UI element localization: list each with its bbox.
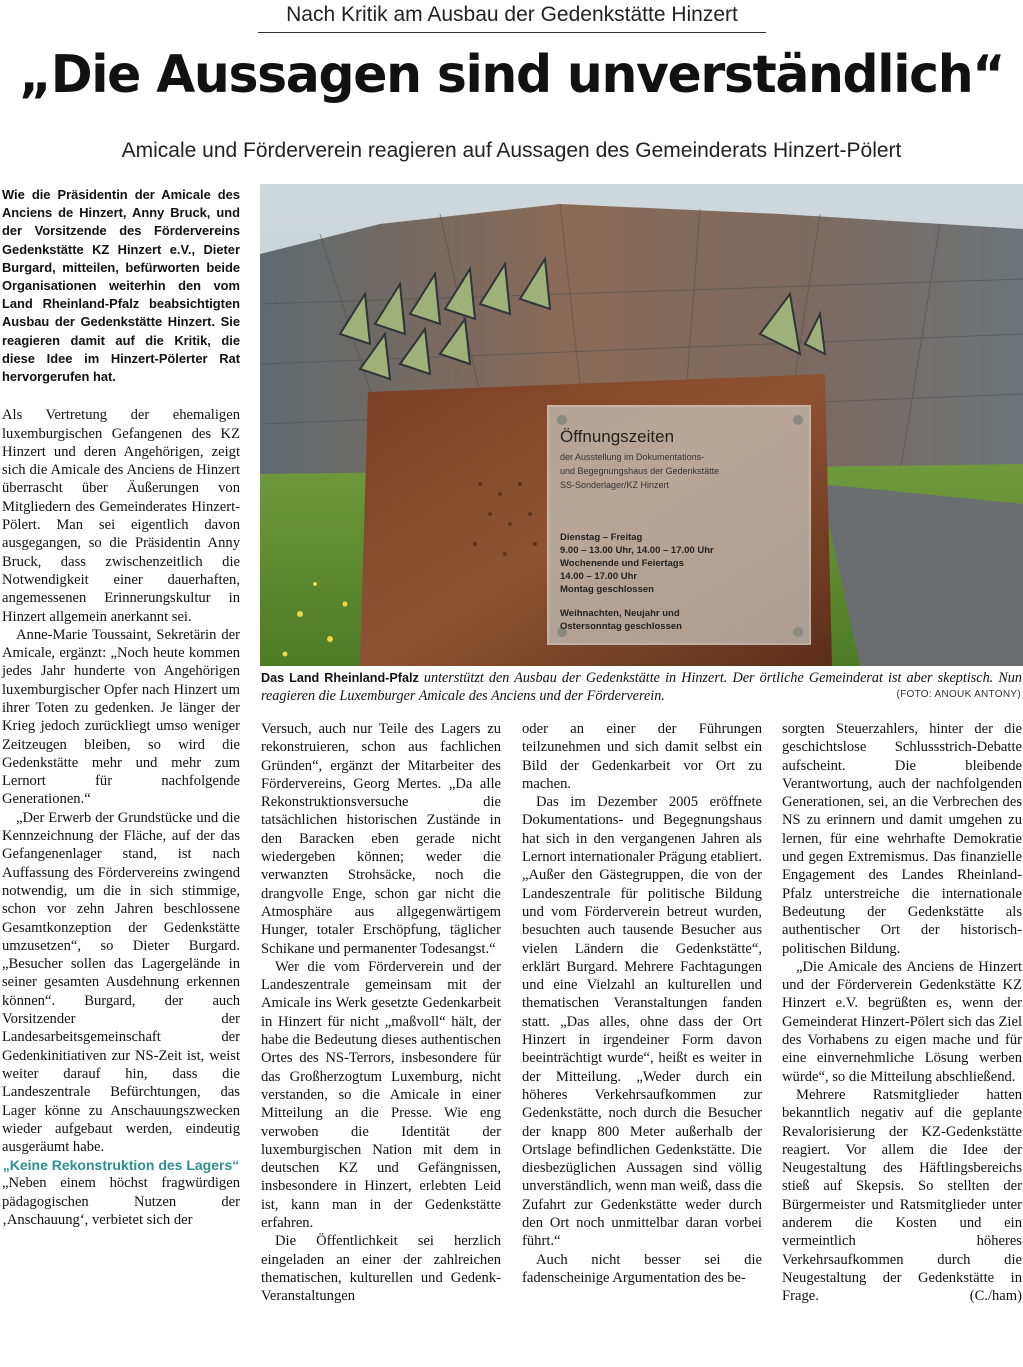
paragraph: oder an einer der Führungen teilzunehmen und sich damit selbst ein Bild der Gedenkarbeit vor Ort zu machen. <box>522 721 762 792</box>
paragraph-text: Mehrere Ratsmitglieder hatten bekanntlich negativ auf die geplante Revalorisierung der KZ-Gedenkstätte reagiert. Vor allem die Idee der Neugestaltung des Häftlingsbereichs stieß auf Skepsis. So stellten der Bürgermeister und Ratsmitglieder unter anderem die Kosten und ein vermeintlich höheres Verkehrsaufkommen durch die Neugestaltung der Gedenkstätte in Frage. <box>782 1086 1022 1305</box>
sign-hours-2: 9.00 – 13.00 Uhr, 14.00 – 17.00 Uhr <box>560 545 714 556</box>
caption-bold: Das Land Rheinland-Pfalz <box>261 671 419 685</box>
article-photo <box>260 184 1023 666</box>
column-3 <box>522 720 762 1287</box>
paragraph: Versuch, auch nur Teile des Lagers zu rekonstruieren, schon aus fachlichen Gründen“, ergänzt der Mitarbeiter des Fördervereins, Georg Mertes. „Da alle Rekonstruktionsversuche die tatsächlichen historischen Zustände in den Baracken eben gerade nicht wiedergeben können; weder die verwanzten Strohsäcke, noch die drangvolle Enge, schon gar nicht die Atmosphäre aus allgegenwärtigem Hunger, totaler Erschöpfung, täglicher Schikane und permanenter Todesangst.“ <box>261 721 501 957</box>
article-headline: „Die Aussagen sind unverständlich“ <box>18 45 1005 105</box>
sign-hours-4: 14.00 – 17.00 Uhr <box>560 571 638 582</box>
sign-hours-5: Montag geschlossen <box>560 584 654 595</box>
paragraph: Wer die vom Förderverein und der Landeszentrale gemeinsam mit der Amicale ins Werk gesetzte Gedenkarbeit in Hinzert für nicht „maßvoll“ hält, der habe die Bedeutung dieses authentischen Ortes des NS-Terrors, insbesondere für das Großherzogtum Luxemburg, nicht verstanden, so die Amicale in einer Mitteilung an die Presse. Wie eng verwoben die Identität der luxemburgischen Nation mit dem in deutschen KZ und Gefängnissen, insbesondere in Hinzert, erlebten Leid ist, kann man in der Gedenkstätte erfahren. <box>261 958 501 1232</box>
article-lead: Wie die Präsidentin der Amicale des Anciens de Hinzert, Anny Bruck, und der Vorsitzende des Fördervereins Gedenkstätte KZ Hinzert e.V., Dieter Burgard, mitteilen, befürworten beide Organisationen weiterhin den vom Land Rheinland-Pfalz beabsichtigten Ausbau der Gedenkstätte Hinzert. Sie reagieren damit auf die Kritik, die diese Idee im Hinzert-Pölerter Rat hervorgerufen hat. <box>2 187 240 385</box>
sign-intro-1: der Ausstellung im Dokumentations- <box>560 452 705 462</box>
paragraph: „Der Erwerb der Grundstücke und die Kennzeichnung der Fläche, auf der das Gefangenenlager stand, ist nach Auffassung des Fördervereins zwingend notwendig, um die in sich stimmige, schon vor zehn Jahren beschlossene Gesamtkonzeption der Gedenkstätte umzusetzen“, so Dieter Burgard. „Besucher sollen das Lagergelände in seiner gesamten Ausdehnung erkennen können“. Burgard, der auch Vorsitzender der Landesarbeitsgemeinschaft der Gedenkinitiativen zur NS-Zeit ist, weist weiter darauf hin, dass die Landeszentrale Befürchtungen, das Lager könne zu Anschauungszwecken wieder aufgebaut werden, eindeutig ausgeräumt habe. <box>2 809 240 1156</box>
inline-subheading: „Keine Rekonstruktion des Lagers“ <box>2 1157 240 1174</box>
column-2 <box>261 720 501 1306</box>
sign-hours-3: Wochenende und Feiertags <box>560 558 684 569</box>
sign-intro-2: und Begegnungshaus der Gedenkstätte <box>560 466 720 476</box>
paragraph: Das im Dezember 2005 eröffnete Dokumentations- und Begegnungshaus hat sich in den vergangenen Jahren als Lernort internationaler Prägung etabliert. „Außer den Gästegruppen, die von der Landeszentrale für politische Bildung und vom Förderverein betreut wurden, besuchten auch tausende Besucher aus vielen Ländern die Gedenkstätte“, erklärt Burgard. Mehrere Fachtagungen und eine Vielzahl an kulturellen und thematischen Veranstaltungen fanden statt. „Das alles, ohne dass der Ort Hinzert in irgendeiner Form davon beeinträchtigt wurde“, heißt es weiter in der Mitteilung. „Weder durch ein höheres Verkehrsaufkommen zur Gedenkstätte, noch durch die Besucher der knapp 800 Meter außerhalb der Ortslage befindlichen Gedenkstätte. Die diesbezüglichen Aussagen sind völlig unverständlich, wenn man weiß, dass die Zufahrt zur Gedenkstätte weder durch den Ort noch unmittelbar daran vorbei führt.“ <box>522 794 762 1250</box>
sign-hours-1: Dienstag – Freitag <box>560 532 643 543</box>
sign-title: Öffnungszeiten <box>560 427 675 446</box>
paragraph <box>782 1086 1022 1306</box>
article-subheadline: Amicale und Förderverein reagieren auf Aussagen des Gemeinderats Hinzert-Pölert <box>121 139 902 162</box>
paragraph: Als Vertretung der ehemaligen luxemburgischen Gefangenen des KZ Hinzert und deren Angehörigen, zeigt sich die Amicale des Anciens de Hinzert überrascht über Äußerungen von Mitgliedern des Gemeinderates Hinzert-Pölert. Man sei eigentlich davon ausgegangen, so die Präsidentin Anny Bruck, dass zwischenzeitlich die Notwendigkeit einer dauerhaften, angemessenen Erinnerungskultur in Hinzert allgemein anerkannt sei. <box>2 407 240 625</box>
caption-text: unterstützt den Ausbau der Gedenkstätte in Hinzert. Der örtliche Gemeinderat ist aber skeptisch. Nun reagieren die Luxemburger Amicale des Anciens und der Förderverein. <box>261 670 1022 704</box>
photo-credit: (FOTO: ANOUK ANTONY) <box>896 689 1021 700</box>
paragraph: Auch nicht besser sei die fadenscheinige Argumentation des be- <box>522 1251 762 1286</box>
paragraph: sorgten Steuerzahlers, hinter der die geschichtslose Schlussstrich-Debatte aufscheint. Die bleibende Verantwortung, auch der nachfolgenden Generationen, sei, an die Verbrechen des NS zu erinnern und damit umgehen zu lernen, für eine wehrhafte Demokratie und gegen Extremismus. Das finanzielle Engagement des Landes Rheinland-Pfalz unterstreiche die internationale Bedeutung der Gedenkstätte als authentischer Ort der historisch-politischen Bildung. <box>782 721 1022 957</box>
paragraph: „Die Amicale des Anciens de Hinzert und der Förderverein Gedenkstätte KZ Hinzert e.V. begrüßten es, wenn der Gemeinderat Hinzert-Pölert sich das Ziel des Vorhabens zu eigen mache und für eine einvernehmliche Lösung werben würde“, so die Mitteilung abschließend. <box>782 958 1022 1085</box>
column-1 <box>2 186 240 1229</box>
column-4 <box>782 720 1022 1306</box>
article-kicker: Nach Kritik am Ausbau der Gedenkstätte Hinzert <box>258 2 766 33</box>
sign-intro-3: SS-Sonderlager/KZ Hinzert <box>560 480 670 490</box>
sign-closed-1: Weihnachten, Neujahr und <box>560 608 680 619</box>
paragraph: Die Öffentlichkeit sei herzlich eingeladen an einer der zahlreichen thematischen, kulturellen und Gedenk-Veranstaltungen <box>261 1233 501 1305</box>
sign-closed-2: Ostersonntag geschlossen <box>560 621 682 632</box>
author-signature: (C./ham) <box>969 1288 1022 1305</box>
paragraph: „Neben einem höchst fragwürdigen pädagogischen Nutzen der ‚Anschauung‘, verbietet sich der <box>2 1175 240 1228</box>
paragraph: Anne-Marie Toussaint, Sekretärin der Amicale, ergänzt: „Noch heute kommen jedes Jahr hunderte von Angehörigen luxemburgischer Opfer nach Hinzert um ihrer Toten zu gedenken. Je länger der Krieg jedoch zurückliegt umso weniger Zeitzeugen bleiben, so wird die Gedenkstätte mehr und mehr zum Lernort für nachfolgende Generationen.“ <box>2 626 240 808</box>
